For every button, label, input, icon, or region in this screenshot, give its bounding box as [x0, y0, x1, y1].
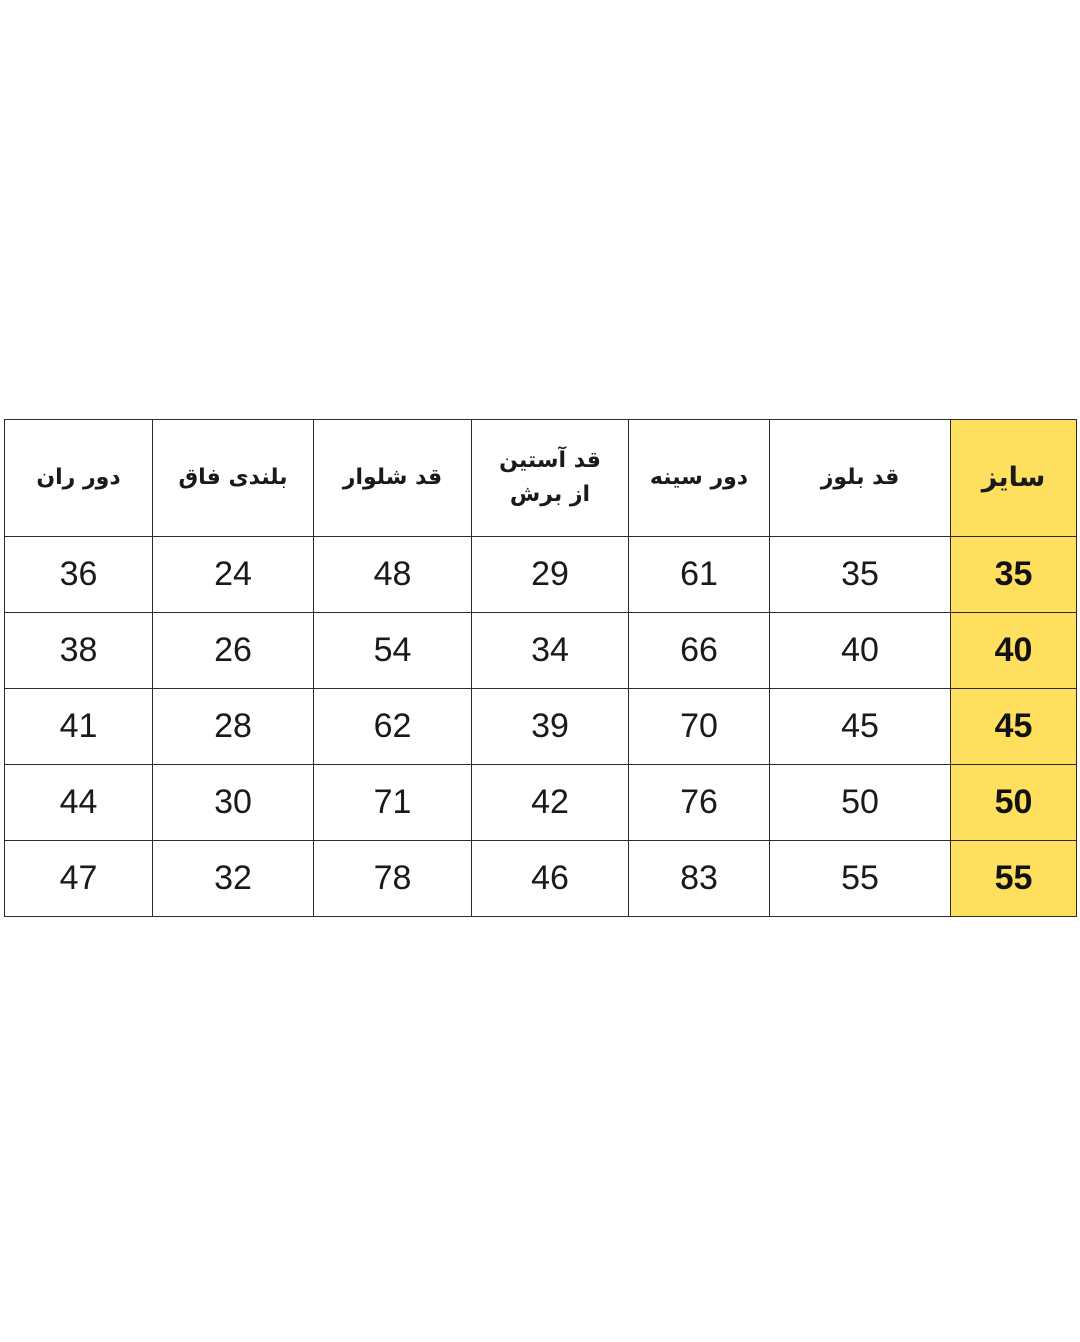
header-rise-label: بلندی فاق [178, 465, 288, 490]
header-blouse-length-label: قد بلوز [820, 465, 900, 490]
table-row [5, 765, 1077, 841]
header-thigh-label: دور ران [36, 465, 121, 490]
header-sleeve-length-line2: از برش [509, 482, 591, 507]
blouse-length-cell: 40 [770, 613, 951, 689]
table-row [5, 613, 1077, 689]
thigh-cell: 44 [5, 765, 153, 841]
header-thigh [5, 420, 153, 537]
sleeve-length-cell: 46 [472, 841, 629, 917]
header-sleeve-length-line1: قد آستین [499, 448, 601, 473]
thigh-cell: 38 [5, 613, 153, 689]
sleeve-length-cell: 34 [472, 613, 629, 689]
chest-cell: 61 [629, 537, 770, 613]
header-pants-length-label: قد شلوار [342, 465, 443, 490]
pants-length-cell: 78 [314, 841, 472, 917]
rise-cell: 32 [153, 841, 314, 917]
thigh-cell: 41 [5, 689, 153, 765]
table-row [5, 841, 1077, 917]
chest-cell: 76 [629, 765, 770, 841]
thigh-cell: 36 [5, 537, 153, 613]
table-row [5, 537, 1077, 613]
blouse-length-cell: 45 [770, 689, 951, 765]
sleeve-length-cell: 29 [472, 537, 629, 613]
pants-length-cell: 71 [314, 765, 472, 841]
header-size-label: سایز [981, 462, 1046, 493]
size-chart-table [4, 419, 1077, 917]
header-pants-length [314, 420, 472, 537]
blouse-length-cell: 50 [770, 765, 951, 841]
size-cell: 40 [951, 613, 1077, 689]
rise-cell: 28 [153, 689, 314, 765]
rise-cell: 24 [153, 537, 314, 613]
thigh-cell: 47 [5, 841, 153, 917]
header-blouse-length [770, 420, 951, 537]
size-cell: 35 [951, 537, 1077, 613]
rise-cell: 30 [153, 765, 314, 841]
blouse-length-cell: 55 [770, 841, 951, 917]
pants-length-cell: 62 [314, 689, 472, 765]
size-cell: 45 [951, 689, 1077, 765]
chest-cell: 70 [629, 689, 770, 765]
chest-cell: 66 [629, 613, 770, 689]
table-header [5, 420, 1077, 537]
chest-cell: 83 [629, 841, 770, 917]
pants-length-cell: 54 [314, 613, 472, 689]
sleeve-length-cell: 42 [472, 765, 629, 841]
blouse-length-cell: 35 [770, 537, 951, 613]
size-cell: 50 [951, 765, 1077, 841]
rise-cell: 26 [153, 613, 314, 689]
header-rise [153, 420, 314, 537]
sleeve-length-cell: 39 [472, 689, 629, 765]
table-body [5, 537, 1077, 917]
header-sleeve-length [472, 420, 629, 537]
table-row [5, 689, 1077, 765]
header-chest-label: دور سینه [649, 465, 749, 490]
header-size [951, 420, 1077, 537]
pants-length-cell: 48 [314, 537, 472, 613]
header-row [5, 420, 1077, 537]
size-cell: 55 [951, 841, 1077, 917]
header-chest [629, 420, 770, 537]
